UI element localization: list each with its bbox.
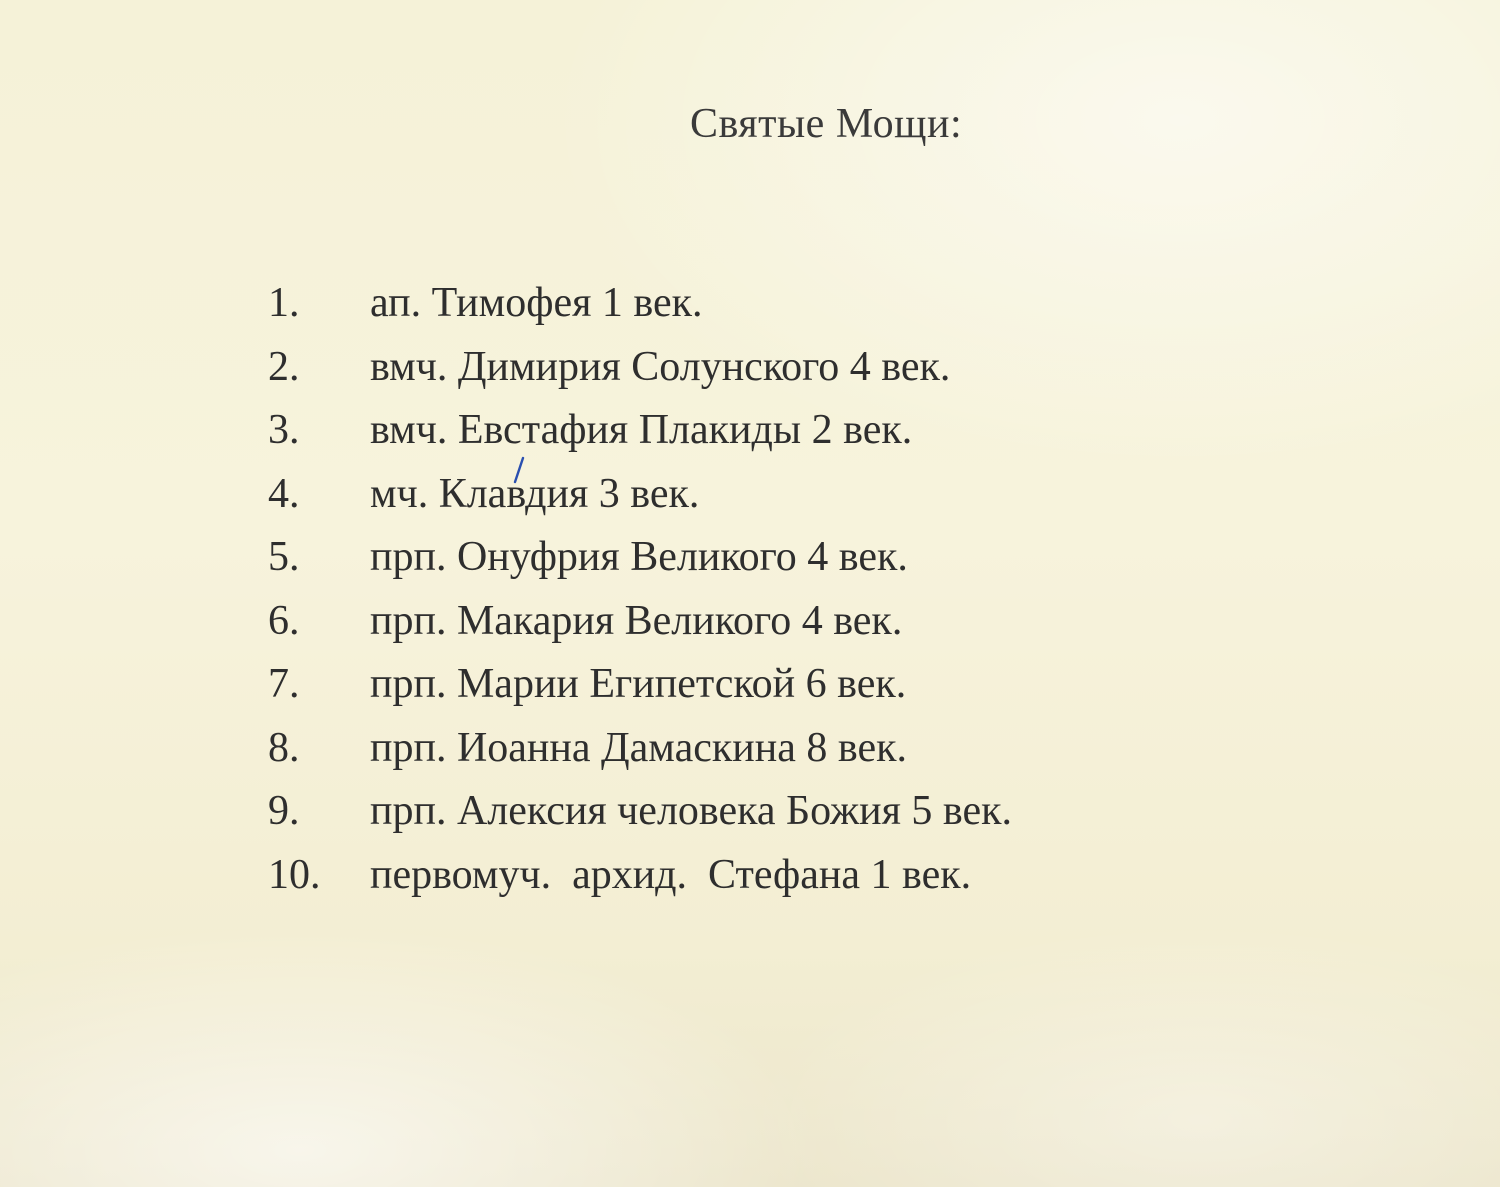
item-number: 1. — [268, 280, 300, 326]
item-number: 3. — [268, 407, 300, 453]
item-text: прп. Марии Египетской 6 век. — [370, 661, 907, 707]
list-item — [268, 463, 1012, 527]
list-item — [268, 780, 1012, 844]
item-text: прп. Макария Великого 4 век. — [370, 597, 903, 644]
item-number: 6. — [268, 597, 300, 644]
relics-list — [268, 272, 1012, 907]
item-text: прп. Онуфрия Великого 4 век. — [370, 534, 908, 580]
list-item — [268, 717, 1012, 781]
item-text: прп. Алексия человека Божия 5 век. — [370, 788, 1013, 834]
item-number: 8. — [268, 724, 300, 771]
item-text: мч. Клавдия 3 век. — [370, 470, 700, 517]
item-number: 9. — [268, 788, 300, 834]
item-number: 4. — [268, 470, 300, 517]
list-item — [268, 590, 1012, 654]
item-number: 7. — [268, 661, 300, 707]
list-item — [268, 844, 1012, 908]
item-number: 2. — [268, 343, 300, 390]
item-number: 10. — [268, 851, 321, 898]
item-number: 5. — [268, 534, 300, 580]
item-text: вмч. Димирия Солунского 4 век. — [370, 343, 951, 390]
list-item — [268, 526, 1012, 590]
handwritten-accent-mark — [512, 455, 526, 485]
item-text: вмч. Евстафия Плакиды 2 век. — [370, 407, 913, 453]
list-item — [268, 272, 1012, 336]
page-title: Святые Мощи: — [690, 101, 963, 147]
list-item — [268, 336, 1012, 400]
item-text: первомуч. архид. Стефана 1 век. — [370, 851, 972, 898]
item-text: ап. Тимофея 1 век. — [370, 280, 703, 326]
list-item — [268, 653, 1012, 717]
list-item — [268, 399, 1012, 463]
item-text: прп. Иоанна Дамаскина 8 век. — [370, 724, 908, 771]
